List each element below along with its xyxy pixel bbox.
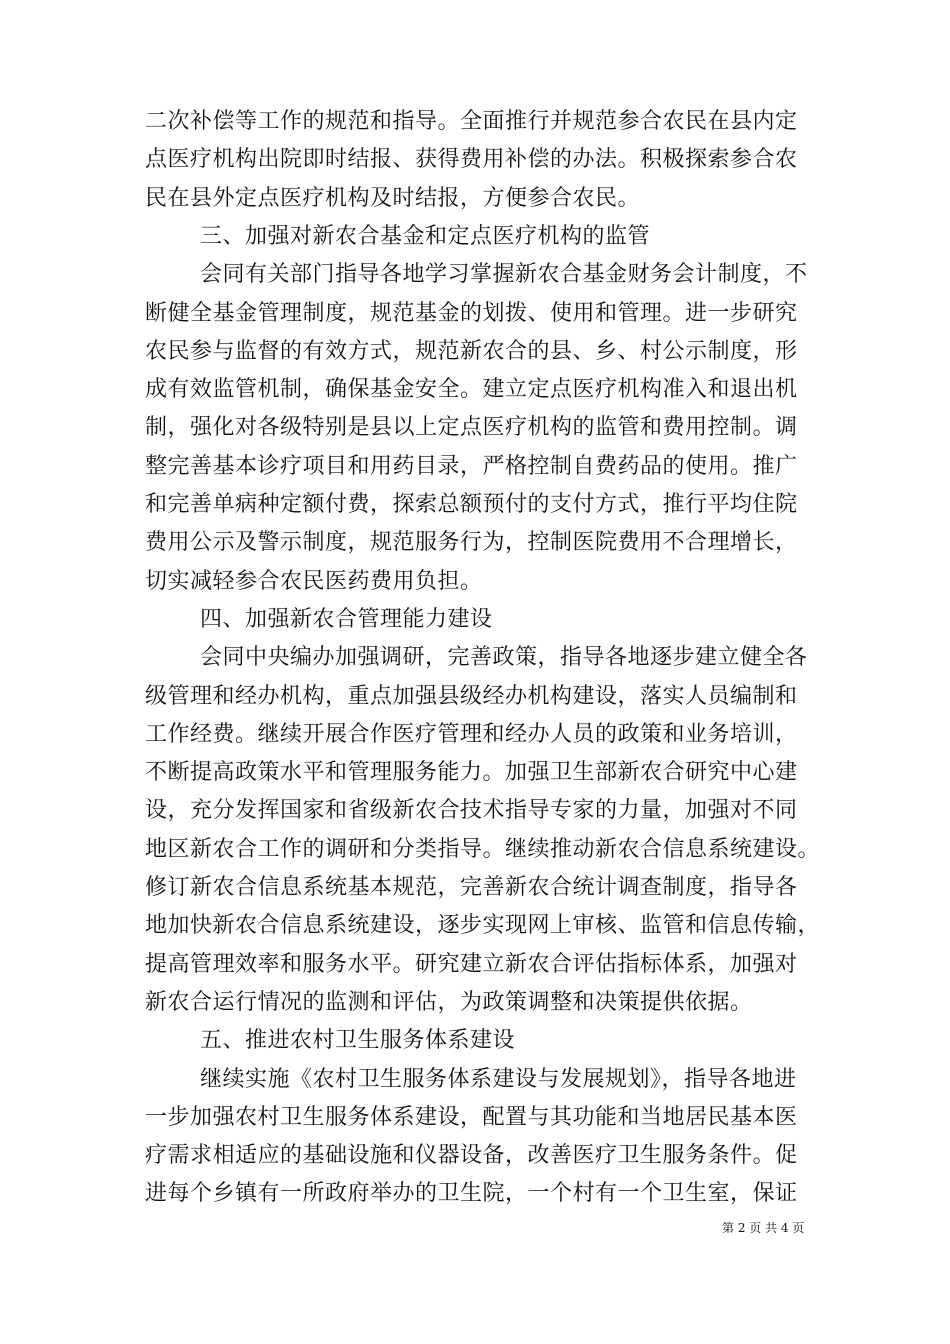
text-line: 断健全基金管理制度，规范基金的划拨、使用和管理。进一步研究 bbox=[145, 300, 798, 326]
text-line: 四、加强新农合管理能力建设 bbox=[200, 606, 493, 632]
text-line: 新农合运行情况的监测和评估，为政策调整和决策提供依据。 bbox=[145, 989, 753, 1015]
text-line: 继续实施《农村卫生服务体系建设与发展规划》，指导各地进 bbox=[200, 1066, 797, 1092]
text-line: 整完善基本诊疗项目和用药目录，严格控制自费药品的使用。推广 bbox=[145, 453, 798, 479]
text-line: 地加快新农合信息系统建设，逐步实现网上审核、监管和信息传输， bbox=[145, 913, 821, 939]
text-line: 三、加强对新农合基金和定点医疗机构的监管 bbox=[200, 223, 651, 249]
text-line: 费用公示及警示制度，规范服务行为，控制医院费用不合理增长， bbox=[145, 530, 798, 556]
text-line: 会同有关部门指导各地学习掌握新农合基金财务会计制度，不 bbox=[200, 262, 808, 288]
text-line: 不断提高政策水平和管理服务能力。加强卫生部新农合研究中心建 bbox=[145, 760, 798, 786]
text-line: 设，充分发挥国家和省级新农合技术指导专家的力量，加强对不同 bbox=[145, 798, 798, 824]
text-line: 点医疗机构出院即时结报、获得费用补偿的办法。积极探索参合农 bbox=[145, 147, 798, 173]
text-line: 会同中央编办加强调研，完善政策，指导各地逐步建立健全各 bbox=[200, 645, 808, 671]
text-line: 民在县外定点医疗机构及时结报，方便参合农民。 bbox=[145, 185, 641, 211]
text-line: 级管理和经办机构，重点加强县级经办机构建设，落实人员编制和 bbox=[145, 683, 798, 709]
text-line: 工作经费。继续开展合作医疗管理和经办人员的政策和业务培训， bbox=[145, 721, 798, 747]
text-line: 成有效监管机制，确保基金安全。建立定点医疗机构准入和退出机 bbox=[145, 377, 798, 403]
page-number-footer: 第 2 页 共 4 页 bbox=[722, 1221, 805, 1235]
text-line: 一步加强农村卫生服务体系建设，配置与其功能和当地居民基本医 bbox=[145, 1104, 798, 1130]
text-line: 五、推进农村卫生服务体系建设 bbox=[200, 1028, 516, 1054]
text-line: 疗需求相适应的基础设施和仪器设备，改善医疗卫生服务条件。促 bbox=[145, 1143, 798, 1169]
text-line: 修订新农合信息系统基本规范，完善新农合统计调查制度，指导各 bbox=[145, 875, 798, 900]
text-line: 二次补偿等工作的规范和指导。全面推行并规范参合农民在县内定 bbox=[145, 109, 798, 134]
text-line: 切实减轻参合农民医药费用负担。 bbox=[145, 568, 483, 594]
text-line: 和完善单病种定额付费，探索总额预付的支付方式，推行平均住院 bbox=[145, 492, 798, 517]
text-line: 农民参与监督的有效方式，规范新农合的县、乡、村公示制度，形 bbox=[145, 338, 798, 364]
text-line: 地区新农合工作的调研和分类指导。继续推动新农合信息系统建设。 bbox=[145, 836, 821, 862]
text-line: 提高管理效率和服务水平。研究建立新农合评估指标体系，加强对 bbox=[145, 951, 798, 977]
text-line: 制，强化对各级特别是县以上定点医疗机构的监管和费用控制。调 bbox=[145, 415, 798, 441]
text-line: 进每个乡镇有一所政府举办的卫生院，一个村有一个卫生室，保证 bbox=[145, 1181, 798, 1207]
